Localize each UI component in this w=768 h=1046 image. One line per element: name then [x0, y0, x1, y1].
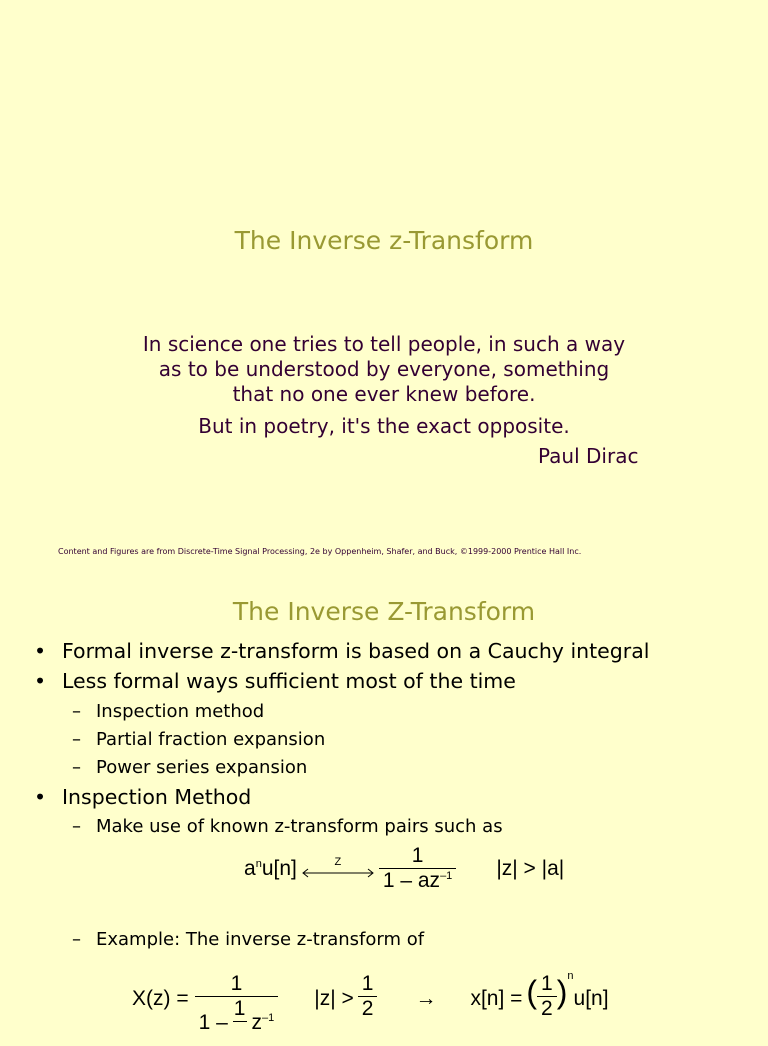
slide1-title: The Inverse z-Transform — [234, 226, 534, 255]
bullet-3-text: Inspection Method — [62, 785, 252, 809]
example-rhs-tail: u[n] — [573, 987, 609, 1010]
dash-icon: – — [72, 729, 81, 750]
slide2-title: The Inverse Z-Transform — [232, 597, 536, 626]
dash-icon: – — [72, 816, 81, 837]
dash-icon: – — [72, 701, 81, 722]
bullet-dot-icon: • — [34, 669, 47, 693]
quote-line-3: that no one ever knew before. — [232, 382, 536, 406]
quote-line-2: as to be understood by everyone, something — [158, 357, 610, 381]
sub-bullet-1 — [72, 701, 264, 722]
bullet-2-text: Less formal ways sufficient most of the time — [62, 669, 516, 693]
quote-author: Paul Dirac — [538, 444, 639, 468]
sub-bullet-1-text: Inspection method — [96, 701, 265, 722]
example-roc: |z| > — [314, 987, 354, 1010]
right-paren-icon: ) — [556, 974, 568, 1010]
sub-bullet-known-pairs — [72, 816, 503, 837]
example-rhs-exp: n — [567, 970, 574, 982]
example-rhs-fraction: $\frac{1}{2}$ — [537, 972, 557, 1021]
bullet-1-text: Formal inverse z-transform is based on a Cauchy integral — [62, 639, 650, 663]
pair-fraction: $\frac{1}{1 - az^{-1}}$ — [379, 844, 456, 893]
sub-bullet-known-pairs-text: Make use of known z-transform pairs such as — [96, 816, 503, 837]
sub-bullet-3-text: Power series expansion — [96, 757, 308, 778]
bullet-1 — [34, 639, 650, 663]
sub-bullet-3 — [72, 757, 307, 778]
dash-icon: – — [72, 757, 81, 778]
transform-pair-equation — [244, 844, 564, 893]
example-equation — [132, 972, 609, 1046]
example-lhs: X(z) = — [132, 987, 189, 1010]
left-paren-icon: ( — [526, 974, 538, 1010]
dash-icon: – — [72, 929, 81, 950]
sub-bullet-example-text: Example: The inverse z-transform of — [96, 929, 425, 950]
bullet-2 — [34, 669, 516, 693]
pair-lhs: $a^nu[n]$ — [244, 856, 297, 880]
pair-roc: |z| > |a| — [496, 856, 565, 880]
z-arrow-icon: Z — [301, 856, 375, 878]
credit-line: Content and Figures are from Discrete-Time Signal Processing, 2e by Oppenheim, Shafer, and Buck, ©1999-2000 Prentice Hall Inc. — [58, 547, 582, 556]
implies-arrow-icon: → — [415, 987, 437, 1010]
quote-line-4: But in poetry, it's the exact opposite. — [198, 414, 570, 438]
sub-bullet-example — [72, 929, 424, 950]
quote-line-1: In science one tries to tell people, in such a way — [142, 332, 626, 356]
sub-bullet-2 — [72, 729, 325, 750]
bullet-3 — [34, 785, 251, 809]
bullet-dot-icon: • — [34, 639, 47, 663]
quote-block — [100, 332, 668, 439]
bullet-dot-icon: • — [34, 785, 47, 809]
example-rhs-lhs: x[n] = — [470, 987, 523, 1010]
example-fraction: 1 1 – 1 $z^{-1}$ — [195, 972, 279, 1046]
sub-bullet-2-text: Partial fraction expansion — [96, 729, 326, 750]
example-roc-fraction: $\frac{1}{2}$ — [358, 972, 378, 1021]
